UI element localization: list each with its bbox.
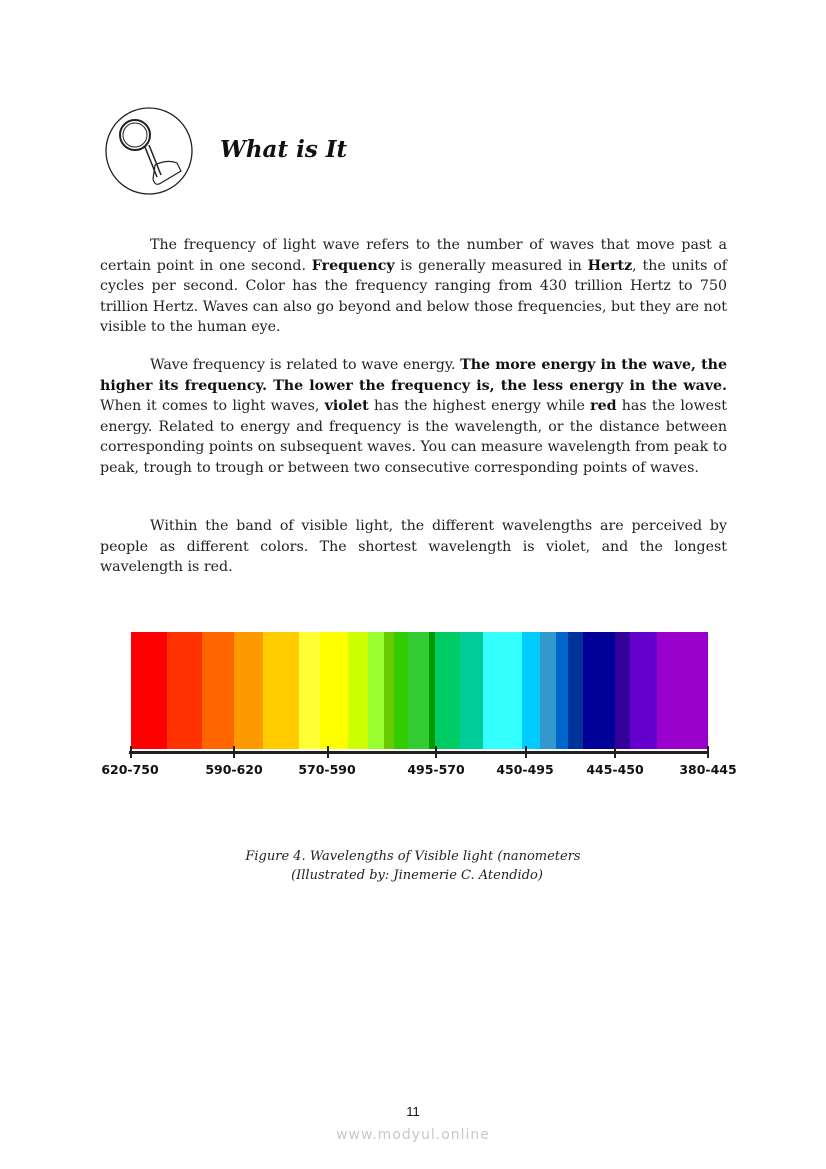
axis-tick bbox=[435, 746, 437, 758]
text-run: Wave frequency is related to wave energy. bbox=[150, 357, 461, 373]
spectrum-band bbox=[348, 632, 368, 749]
spectrum-band bbox=[630, 632, 657, 749]
wavelength-axis bbox=[129, 751, 709, 754]
bold-text: Hertz bbox=[587, 257, 633, 274]
text-run: When it comes to light waves, bbox=[100, 398, 325, 414]
axis-tick bbox=[525, 746, 527, 758]
text-run: has the lowest energy. Related to energy and frequency is the wavelength, or the distance between corresponding points on subsequent waves. You can measure wavelength from peak to peak, trough to trough or between two consecutive corresponding points of waves. bbox=[100, 398, 727, 476]
spectrum-band bbox=[522, 632, 540, 749]
spectrum-band bbox=[234, 632, 263, 749]
axis-label-green: 495-570 bbox=[407, 762, 465, 777]
spectrum-band bbox=[320, 632, 348, 749]
axis-label-yellow: 570-590 bbox=[298, 762, 356, 777]
axis-label-red: 620-750 bbox=[101, 762, 159, 777]
spectrum-band bbox=[435, 632, 460, 749]
spectrum-band bbox=[483, 632, 522, 749]
text-run: has the highest energy while bbox=[368, 398, 591, 414]
axis-tick bbox=[327, 746, 329, 758]
figure-caption: Figure 4. Wavelengths of Visible light (nanometers bbox=[245, 849, 581, 864]
text-run: Within the band of visible light, the different wavelengths are perceived by people as different colors. The shortest wavelength is violet, and the longest wavelength is red. bbox=[100, 518, 727, 575]
watermark: www.modyul.online bbox=[336, 1127, 490, 1143]
spectrum-band bbox=[167, 632, 203, 749]
bold-text: red bbox=[590, 398, 617, 414]
spectrum-band bbox=[394, 632, 407, 749]
text-run: , the units of cycles per second. Color has the frequency ranging from 430 trillion Hertz to 750 trillion Hertz. Waves can also go beyond and below those frequencies, but they are not visible to the human eye. bbox=[100, 257, 727, 335]
paragraph-frequency bbox=[100, 235, 727, 338]
axis-label-indigo: 445-450 bbox=[586, 762, 644, 777]
paragraph-energy bbox=[100, 355, 727, 478]
spectrum-band bbox=[408, 632, 430, 749]
spectrum-band bbox=[556, 632, 568, 749]
magnifying-glass-hand-icon bbox=[105, 107, 193, 195]
figure-credit: (Illustrated by: Jinemerie C. Atendido) bbox=[291, 868, 543, 883]
text-run: is generally measured in bbox=[394, 257, 588, 274]
paragraph-wavelength bbox=[100, 516, 727, 578]
spectrum-band bbox=[540, 632, 556, 749]
axis-label-orange: 590-620 bbox=[205, 762, 263, 777]
bold-text: violet bbox=[324, 398, 369, 414]
visible-spectrum-bar bbox=[131, 632, 708, 749]
spectrum-band bbox=[202, 632, 234, 749]
axis-tick bbox=[130, 746, 132, 758]
axis-tick bbox=[233, 746, 235, 758]
bold-text: The more energy in the wave, the higher its frequency. The lower the frequency is, the less energy in the wave. bbox=[100, 357, 727, 394]
axis-label-blue: 450-495 bbox=[496, 762, 554, 777]
spectrum-band bbox=[299, 632, 320, 749]
spectrum-band bbox=[657, 632, 708, 749]
spectrum-band bbox=[615, 632, 631, 749]
bold-text: Frequency bbox=[311, 257, 395, 274]
spectrum-band bbox=[368, 632, 384, 749]
spectrum-band bbox=[583, 632, 614, 749]
text-run: The frequency of light wave refers to the number of waves that move past a certain point in one second. bbox=[100, 237, 727, 274]
axis-tick bbox=[707, 746, 709, 758]
spectrum-band bbox=[263, 632, 298, 749]
spectrum-band bbox=[460, 632, 483, 749]
spectrum-band bbox=[131, 632, 167, 749]
spectrum-band bbox=[568, 632, 583, 749]
page-number: 11 bbox=[406, 1104, 420, 1119]
axis-label-violet: 380-445 bbox=[679, 762, 737, 777]
section-title: What is It bbox=[220, 136, 348, 163]
spectrum-band bbox=[384, 632, 394, 749]
axis-tick bbox=[614, 746, 616, 758]
